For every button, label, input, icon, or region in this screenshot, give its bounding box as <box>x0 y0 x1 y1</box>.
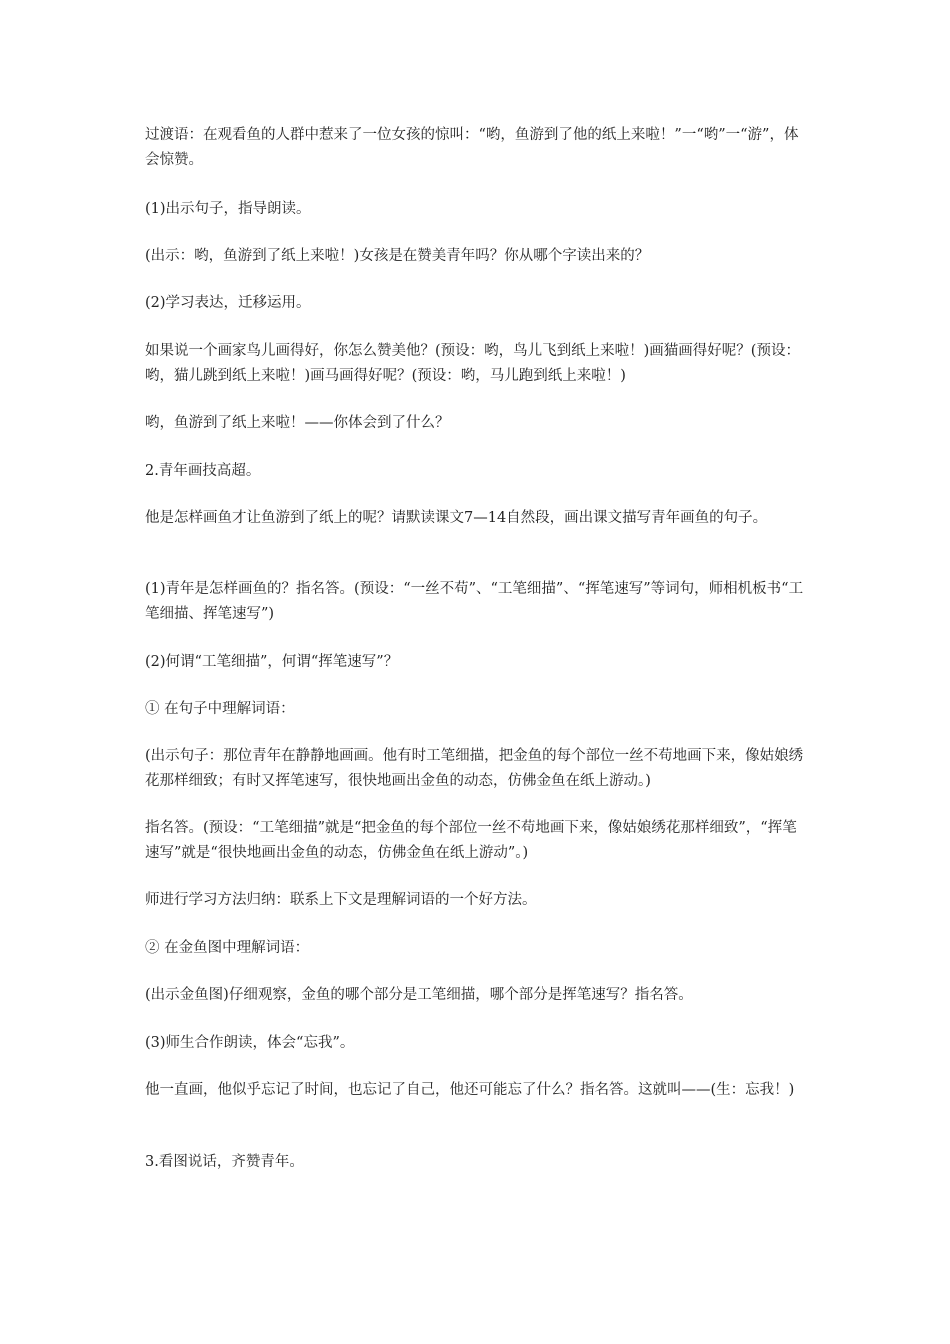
paragraph-praise-examples: 如果说一个画家鸟儿画得好，你怎么赞美他？(预设：哟，鸟儿飞到纸上来啦！)画猫画得好呢？(预设：哟，猫儿跳到纸上来啦！)画马画得好呢？(预设：哟，马儿跑到纸上来啦！) <box>145 343 800 384</box>
paragraph-question-1: (1)青年是怎样画鱼的？指名答。(预设：“一丝不苟”、“工笔细描”、“挥笔速写”等词句，师相机板书“工笔细描、挥笔速写”) <box>145 581 804 622</box>
paragraph-goldfish-picture: (出示金鱼图)仔细观察，金鱼的哪个部分是工笔细描，哪个部分是挥笔速写？指名答。 <box>145 987 693 1003</box>
paragraph-step-2: (2)学习表达，迁移运用。 <box>145 295 311 311</box>
paragraph-circled-2: ② 在金鱼图中理解词语： <box>145 940 310 956</box>
paragraph-transition: 过渡语：在观看鱼的人群中惹来了一位女孩的惊叫：“哟，鱼游到了他的纸上来啦！”一“哟”一“游”，体会惊赞。 <box>145 127 799 168</box>
paragraph-step-1: (1)出示句子，指导朗读。 <box>145 201 311 217</box>
paragraph-step-3: (3)师生合作朗读，体会“忘我”。 <box>145 1035 355 1051</box>
paragraph-reflect: 哟，鱼游到了纸上来啦！——你体会到了什么？ <box>145 415 450 431</box>
paragraph-question-2: (2)何谓“工笔细描”，何谓“挥笔速写”？ <box>145 654 399 670</box>
paragraph-method-summary: 师进行学习方法归纳：联系上下文是理解词语的一个好方法。 <box>145 892 537 908</box>
paragraph-forget-self: 他一直画，他似乎忘记了时间，也忘记了自己，他还可能忘了什么？指名答。这就叫——(生：忘我！) <box>145 1082 795 1098</box>
paragraph-section-3: 3.看图说话，齐赞青年。 <box>145 1154 304 1170</box>
paragraph-section-2: 2.青年画技高超。 <box>145 463 261 479</box>
paragraph-show-sentence: (出示：哟，鱼游到了纸上来啦！)女孩是在赞美青年吗？你从哪个字读出来的？ <box>145 248 650 264</box>
paragraph-silent-read: 他是怎样画鱼才让鱼游到了纸上的呢？请默读课文7—14自然段，画出课文描写青年画鱼的句子。 <box>145 510 768 526</box>
paragraph-show-sentence-2: (出示句子：那位青年在静静地画画。他有时工笔细描，把金鱼的每个部位一丝不苟地画下来，像姑娘绣花那样细致；有时又挥笔速写，很快地画出金鱼的动态，仿佛金鱼在纸上游动。) <box>145 748 804 789</box>
paragraph-answer: 指名答。(预设：“工笔细描”就是“把金鱼的每个部位一丝不苟地画下来，像姑娘绣花那样细致”，“挥笔速写”就是“很快地画出金鱼的动态，仿佛金鱼在纸上游动”。) <box>145 820 797 861</box>
paragraph-circled-1: ① 在句子中理解词语： <box>145 701 295 717</box>
